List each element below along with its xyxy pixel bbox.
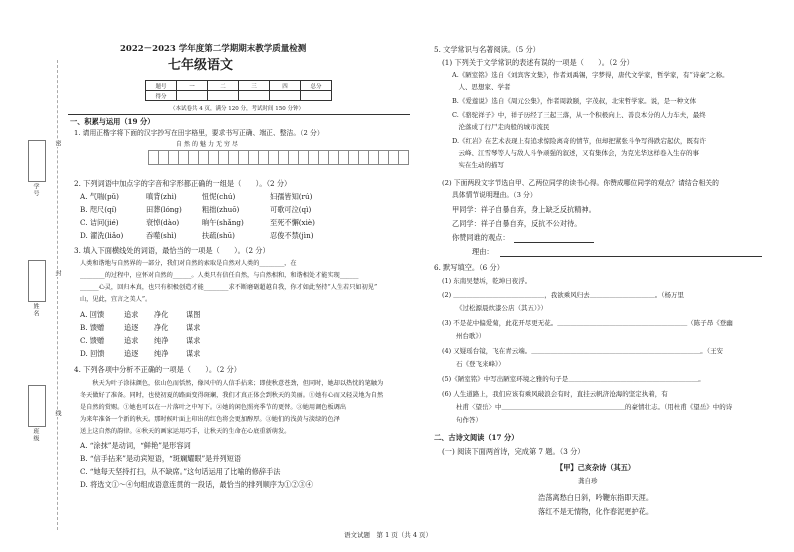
q5-1-option-line: B.《爱莲说》选自《周元公集》，作者周敦颐，字茂叔，北宋哲学家。说，是一种文体 [452, 97, 697, 105]
q3-option-b4: 谋求 [186, 323, 201, 332]
q2-option-b4: 可歌可泣(qì) [270, 205, 312, 214]
q4-option-a: A. “涂抹”是动词，“鲜艳”是形容词 [80, 441, 191, 450]
q2-option-c2: 衰悼(dào) [146, 218, 180, 227]
q6-line: (5)《陋室铭》中写出陋室环境之雅的句子是＿＿＿＿＿＿＿＿＿＿＿＿＿＿＿＿＿＿＿＿。 [442, 375, 705, 383]
score-cell[interactable] [270, 91, 301, 101]
id-box [28, 140, 46, 182]
q2-option-a3: 忸怩(chú) [202, 192, 236, 201]
q4-option-d: D. 将选文①～④句组成语意连贯的一段话，最恰当的排列顺序为①②③④ [80, 480, 313, 489]
q6-line: (1) 东南吴楚坼，乾坤日夜浮。 [442, 277, 532, 285]
q3-prompt: 3. 填入下面横线处的词语，最恰当的一项是（ ）。（2 分） [74, 246, 270, 255]
q1-prompt: 1. 请用正楷字将下面的汉字抄写在田字格里，要求书写正确、端正、整洁。（2 分） [74, 129, 324, 137]
name-box [28, 260, 46, 302]
margin-label-class: 班级 [32, 428, 39, 442]
writing-grid[interactable] [148, 150, 408, 165]
q5-2-opinion-label: 你赞同谁的观点： [452, 233, 510, 242]
score-label-cell: 得分 [146, 91, 177, 101]
q5-1-prompt: (1) 下列关于文学常识的表述有误的一项是（ ）。（2 分） [442, 58, 634, 67]
poem-line-1: 浩荡离愁白日斜，吟鞭东指即天涯。 [538, 493, 654, 502]
q5-2-reason-blank[interactable] [500, 256, 762, 257]
q2-option-a1: A. 气喘(pǔ) [80, 192, 119, 201]
q6-line: (4) 又疑瑶台镜，飞在青云端。＿＿＿＿＿＿＿＿＿＿＿＿＿＿＿＿＿＿＿＿＿＿＿＿＿＿。（王安 [442, 347, 724, 355]
q6-line: 杜甫〈望岳〉中＿＿＿＿＿＿＿＿＿＿＿＿＿＿＿＿＿＿＿的豪情壮志。（用杜甫《望岳》中的诗 [456, 403, 733, 411]
q3-option-d4: 谋求 [186, 349, 201, 358]
q3-option-a1: A. 回馈 [80, 310, 105, 319]
q2-option-b3: 粗拙(zhuō) [202, 205, 240, 214]
q4-passage-line: 秋天为叶子涂抹颜色，依山色而恬然，像风中的人信手拈来；即使秋意苍劲，但同时，她却以热忱的笔触为 [80, 380, 384, 387]
score-header-cell: 二 [208, 81, 239, 91]
score-cell[interactable] [239, 91, 270, 101]
q2-option-c1: C. 诘问(jié) [80, 218, 119, 227]
q3-option-c4: 谋求 [186, 336, 201, 345]
q5-2-opinion-blank[interactable] [514, 242, 594, 243]
score-table [145, 80, 332, 101]
seal-word-1: 密 [54, 140, 61, 147]
q5-1-option-line: 人、思想家、学者 [452, 83, 511, 91]
q3-option-c3: 纯净 [154, 336, 169, 345]
q3-option-a2: 追求 [124, 310, 139, 319]
score-header-cell: 总分 [301, 81, 332, 91]
q5-1-option-line: C.《骆驼祥子》中，祥子历经了三起三落，从一个积极向上、善良本分的人力车夫，最终 [452, 111, 706, 119]
q5-2-student-a: 甲同学：祥子自暴自弃，身上缺乏反抗精神。 [452, 205, 596, 214]
q3-option-b1: B. 馈赠 [80, 323, 105, 332]
score-cell[interactable] [177, 91, 208, 101]
q6-line: 《过松源晨炊漆公店（其五）》） [456, 304, 547, 312]
q3-option-d3: 纯净 [154, 349, 169, 358]
q1-text: 自然的魅力无穷尽 [176, 141, 241, 148]
q3-passage-3: ______心灵，回归本真，也只有积极创造才能________求不断磨砺超越自我，你才如此坚持“人生若只如初见” [80, 284, 378, 291]
q4-passage-line: 冬天做好了准备。同时，也使初夏的路面变得斑斓，我们才真正体会到秋天的美丽。①她有心而又轻灵地为自然 [80, 392, 384, 399]
score-cell[interactable] [208, 91, 239, 101]
section-1-heading: 一、积累与运用（19 分） [70, 117, 155, 126]
q5-1-option-line: 实在生动的描写 [452, 161, 504, 169]
q6-line: (3) 不是花中偏爱菊，此花开尽更无花。＿＿＿＿＿＿＿＿＿＿＿＿＿＿＿＿＿＿＿＿（陈子昂《登幽 [442, 319, 733, 327]
q3-option-a3: 净化 [154, 310, 169, 319]
q5-prompt: 5. 文学常识与名著阅读。（5 分） [434, 45, 540, 54]
seal-word-3: 线 [54, 410, 61, 417]
q4-passage-line: 送上这自然的韵律。④秋天的画家运用巧手，让秋天的生命在心底重新萌发。 [80, 428, 291, 435]
q5-1-option-line: 沦落成了行尸走肉般的城市流民 [452, 123, 550, 131]
q4-prompt: 4. 下列各项中分析不正确的一项是（ ）。（2 分） [74, 365, 241, 374]
q3-option-c1: C. 馈赠 [80, 336, 105, 345]
q3-option-a4: 谋图 [186, 310, 201, 319]
binding-line [57, 60, 58, 530]
q2-option-c4: 至死不懈(xiè) [270, 218, 315, 227]
score-header-cell: 题号 [146, 81, 177, 91]
q4-option-c: C. “她每天坚持打扫，从不缺席。”这句话运用了比喻的修辞手法 [80, 467, 281, 476]
poem-line-2: 落红不是无情物，化作春泥更护花。 [538, 507, 654, 516]
exam-title: 2022－2023 学年度第二学期期末教学质量检测 [120, 44, 307, 54]
subject-title: 七年级语文 [168, 58, 234, 73]
q6-prompt: 6. 默写填空。（6 分） [434, 263, 504, 272]
q2-option-c3: 晌午(shǎng) [202, 218, 244, 227]
q5-2-student-b: 乙同学：祥子自暴自弃，反抗不公对待。 [452, 219, 582, 228]
q5-2-prompt-cont: 具体情节说明理由。（3 分） [452, 191, 537, 199]
class-box [28, 385, 46, 427]
q5-1-option-line: D.《红岩》在艺术表现上有追求惊险离奇的情节，但却把紧张斗争写得跌宕起伏，既有许 [452, 137, 707, 145]
score-cell[interactable] [301, 91, 332, 101]
seal-word-2: 封 [54, 270, 61, 277]
q3-option-c2: 追求 [124, 336, 139, 345]
q6-line: 州台歌》） [456, 332, 486, 340]
q3-option-d1: D. 回馈 [80, 349, 105, 358]
q4-passage-line: 是自然的赏赐。①她也可以在一片落叶之中写下。②她的闲色照亮季节的更替。③她用调色板调出 [80, 404, 347, 411]
section-2-heading: 二、古诗文阅读（17 分） [434, 433, 519, 442]
score-header-cell: 三 [239, 81, 270, 91]
q6-line: (2) ＿＿＿＿＿＿＿＿＿＿＿＿＿＿，我欲乘风归去＿＿＿＿＿＿＿＿＿＿。（杨万里 [442, 291, 685, 299]
q2-option-d1: D. 濯洗(liǎo) [80, 231, 124, 240]
q5-1-option-line: A.《陋室铭》选自《刘宾客文集》，作者刘禹锡，字梦得，唐代文学家，哲学家，有“诗豪”之称。 [452, 71, 729, 79]
q5-1-option-line: 云峰、江雪琴等人与敌人斗争顽强的叙述，又有集体会，为克光华这样卷入生存的事 [452, 149, 699, 157]
q5-2-reason-label: 理由： [472, 247, 494, 256]
q3-option-d2: 追逐 [124, 349, 139, 358]
q3-passage-4: 山，见此，宜言之美人”。 [80, 296, 152, 303]
q4-passage-line: 为来年准备一个新的秋天。那时候叶面上印出的红色将会更加醇厚。③她们的浅黄与淡绿的色泽 [80, 416, 340, 423]
q2-option-a4: 妇孺皆知(rú) [270, 192, 313, 201]
q2-option-d2: 吞噬(shì) [146, 231, 177, 240]
q6-line: (6) 人生道路上，我们应该有乘风破浪会有时，直挂云帆济沧海的坚定执着，有 [442, 390, 668, 398]
header-divider [68, 114, 410, 115]
page-footer: 语文试题 第 1 页（共 4 页） [344, 531, 433, 539]
score-header-cell: 四 [270, 81, 301, 91]
q4-option-b: B. “信手拈来”是动宾短语，“斑斓耀眼”是并列短语 [80, 454, 242, 463]
q3-option-b2: 追逐 [124, 323, 139, 332]
poem-author: 龚自珍 [578, 477, 598, 485]
q2-option-a2: 嗔背(zhi) [146, 192, 177, 201]
q6-line: 石《登飞来峰》） [456, 360, 505, 368]
q2-option-d4: 忍俊不禁(jìn) [270, 231, 314, 240]
margin-label-student-id: 学号 [32, 183, 39, 197]
q3-passage-2: ________的过程中，应怀对自然的______。人类只有信任自然，与自然相和，和谐相处才能实现______ [80, 272, 359, 279]
q2-option-b2: 田葬(lóng) [146, 205, 182, 214]
margin-label-name: 姓名 [32, 303, 39, 317]
q2-option-d3: 扶疏(shū) [202, 231, 235, 240]
q3-option-b3: 净化 [154, 323, 169, 332]
exam-note: （本试卷共 4 页，满分 120 分，考试时间 150 分钟） [170, 106, 304, 112]
section-2-subheading: (一) 阅读下面两首诗，完成第 7 题。（3 分） [442, 447, 585, 456]
q2-option-b1: B. 咫尺(qí) [80, 205, 117, 214]
q3-passage-1: 人类和谐地与自然界的一部分，我们对自然的索取是自然对人类的________，在 [80, 260, 297, 267]
q6-line: 句作答） [456, 416, 482, 424]
q5-2-prompt: (2) 下面两段文字节选自甲、乙两位同学的读书心得。你赞成哪位同学的观点？请结合相关的 [442, 179, 719, 187]
score-header-cell: 一 [177, 81, 208, 91]
q2-prompt: 2. 下列词语中加点字的字音和字形都正确的一组是（ ）。（2 分） [74, 179, 292, 188]
poem-title: 【甲】己亥杂诗（其五） [556, 463, 636, 472]
